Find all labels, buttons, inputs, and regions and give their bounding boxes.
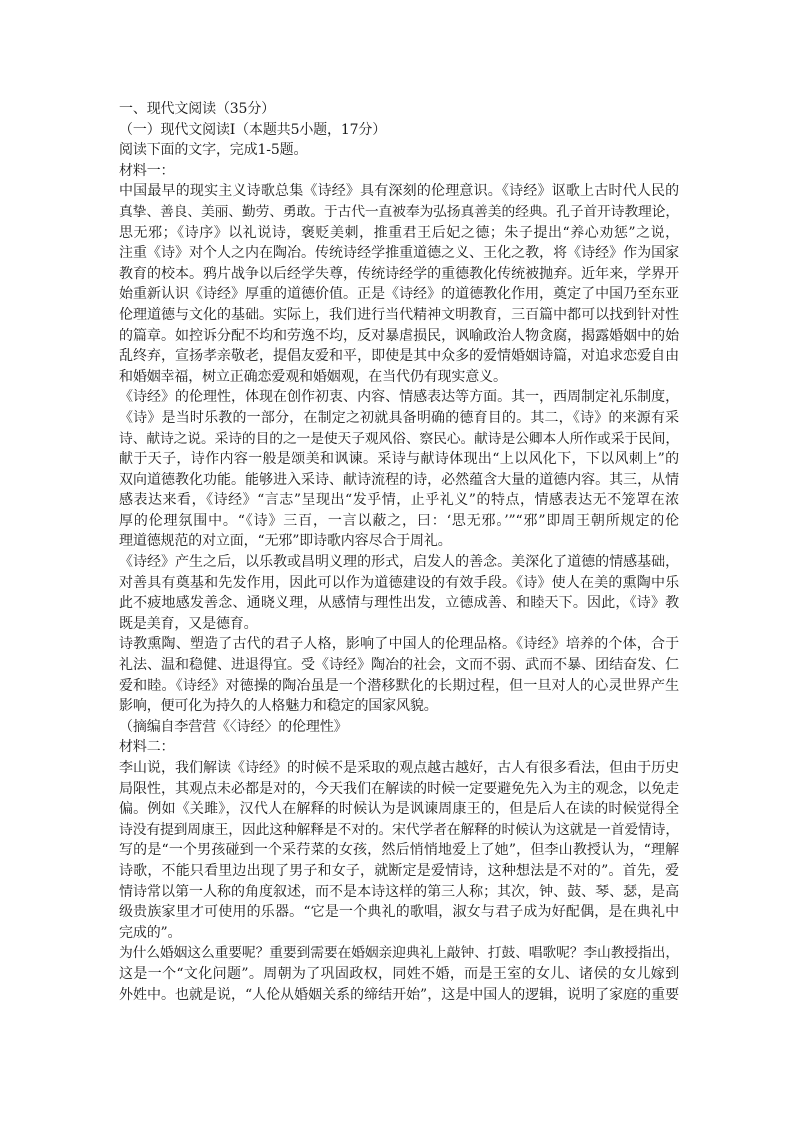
text-line: 感表达来看，《诗经》“言志”呈现出“发乎情，止乎礼义”的特点，情感表达无不笼罩在浓 xyxy=(119,492,679,509)
text-line: 诗歌，不能只看里边出现了男子和女子，就断定是爱情诗，这种想法是不对的”。首先，爱 xyxy=(119,862,679,879)
text-line: 局限性，其观点未必都是对的，今天我们在解读的时候一定要避免先入为主的观念，以免走 xyxy=(119,780,679,797)
text-line: 双向道德教化功能。能够进入采诗、献诗流程的诗，必然蕴含大量的道德内容。其三，从情 xyxy=(119,471,679,488)
material-two-label: 材料二： xyxy=(119,739,175,756)
text-line: 和婚姻幸福，树立正确恋爱观和婚姻观，在当代仍有现实意义。 xyxy=(119,368,507,385)
text-line: 偏。例如《关雎》，汉代人在解释的时候认为是讽谏周康王的，但是后人在读的时候觉得全 xyxy=(119,801,679,818)
text-line: 影响，便可化为持久的人格魅力和稳定的国家风貌。 xyxy=(119,698,438,715)
text-line: 乱终弃，宣扬孝亲敬老，提倡友爱和平，即使是其中众多的爱情婚姻诗篇，对追求恋爱自由 xyxy=(119,348,679,365)
text-line: 始重新认识《诗经》厚重的道德价值。正是《诗经》的道德教化作用，奠定了中国乃至东亚 xyxy=(119,286,679,303)
text-line: 思无邪；《诗序》以礼说诗，褒贬美刺，推重君王后妃之德；朱子提出“养心劝惩”之说， xyxy=(119,224,679,241)
text-line: 既是美育，又是德育。 xyxy=(119,615,258,632)
text-line: 献于天子，诗作内容一般是颂美和讽谏。采诗与献诗体现出“上以风化下，下以风刺上”的 xyxy=(119,451,679,468)
source-citation: （摘编自李营营《〈诗经〉的伦理性》 xyxy=(119,718,348,735)
subsection-heading: （一）现代文阅读Ⅰ（本题共5小题，17分） xyxy=(119,121,387,138)
text-line: 理道德规范的对立面，“无邪”即诗歌内容尽合于周礼。 xyxy=(119,533,452,550)
text-line: 真挚、善良、美丽、勤劳、勇敢。于古代一直被奉为弘扬真善美的经典。孔子首开诗教理论， xyxy=(119,203,679,220)
text-line: 对善具有奠基和先发作用，因此可以作为道德建设的有效手段。《诗》使人在美的熏陶中乐 xyxy=(119,574,679,591)
text-line: 诗没有提到周康王，因此这种解释是不对的。宋代学者在解释的时候认为这就是一首爱情诗， xyxy=(119,821,679,838)
text-line: 中国最早的现实主义诗歌总集《诗经》具有深刻的伦理意识。《诗经》讴歌上古时代人民的 xyxy=(119,183,679,200)
text-line: 情诗常以第一人称的角度叙述，而不是本诗这样的第三人称；其次，钟、鼓、琴、瑟，是高 xyxy=(119,883,679,900)
document-page xyxy=(119,99,679,1005)
section-heading: 一、现代文阅读（35分） xyxy=(119,101,276,117)
text-line: 《诗经》的伦理性，体现在创作初衷、内容、情感表达等方面。其一，西周制定礼乐制度， xyxy=(119,389,679,406)
text-line: 外姓中。也就是说，“人伦从婚姻关系的缔结开始”，这是中国人的逻辑，说明了家庭的重要 xyxy=(119,986,679,1003)
text-line: 厚的伦理氛围中。“《诗》三百，一言以蔽之，曰：‘思无邪。’”“邪”即周王朝所规定的伦 xyxy=(119,512,679,529)
text-line: 李山说，我们解读《诗经》的时候不是采取的观点越古越好，古人有很多看法，但由于历史 xyxy=(119,760,679,776)
text-line: 《诗经》产生之后，以乐教或昌明义理的形式，启发人的善念。美深化了道德的情感基础， xyxy=(119,554,679,571)
text-line: 写的是“一个男孩碰到一个采荇菜的女孩，然后悄悄地爱上了她”，但李山教授认为，“理解 xyxy=(119,842,679,859)
text-line: 注重《诗》对个人之内在陶冶。传统诗经学推重道德之义、王化之教，将《诗经》作为国家 xyxy=(119,245,679,262)
text-line: 为什么婚姻这么重要呢？重要到需要在婚姻亲迎典礼上敲钟、打鼓、唱歌呢？李山教授指出， xyxy=(119,945,679,962)
text-line: 爱和睦。《诗经》对德操的陶冶虽是一个潜移默化的长期过程，但一旦对人的心灵世界产生 xyxy=(119,677,679,694)
material-one-label: 材料一： xyxy=(119,162,175,179)
text-line: 礼法、温和稳健、进退得宜。受《诗经》陶冶的社会，文而不弱、武而不暴、团结奋发、仁 xyxy=(119,657,679,674)
text-line: 完成的”。 xyxy=(119,924,182,941)
text-line: 这是一个“文化问题”。周朝为了巩固政权，同姓不婚，而是王室的女儿、诸侯的女儿嫁到 xyxy=(119,965,679,982)
text-line: 伦理道德与文化的基础。实际上，我们进行当代精神文明教育，三百篇中都可以找到针对性 xyxy=(119,306,679,323)
text-line: 《诗》是当时乐教的一部分，在制定之初就具备明确的德育目的。其二，《诗》的来源有采 xyxy=(119,409,679,426)
text-line: 的篇章。如控诉分配不均和劳逸不均，反对暴虐损民，讽喻政治人物贪腐，揭露婚姻中的始 xyxy=(119,327,679,344)
text-line: 诗、献诗之说。采诗的目的之一是使天子观风俗、察民心。献诗是公卿本人所作或采于民间， xyxy=(119,430,679,447)
text-line: 诗教熏陶、塑造了古代的君子人格，影响了中国人的伦理品格。《诗经》培养的个体，合于 xyxy=(119,636,679,653)
instruction-line: 阅读下面的文字，完成1-5题。 xyxy=(119,142,308,159)
text-line: 此不疲地感发善念、通晓义理，从感情与理性出发，立德成善、和睦天下。因此，《诗》教 xyxy=(119,595,679,612)
text-line: 教育的校本。鸦片战争以后经学失尊，传统诗经学的重德教化传统被抛弃。近年来，学界开 xyxy=(119,265,679,282)
text-line: 级贵族家里才可使用的乐器。“它是一个典礼的歌唱，淑女与君子成为好配偶，是在典礼中 xyxy=(119,904,679,921)
